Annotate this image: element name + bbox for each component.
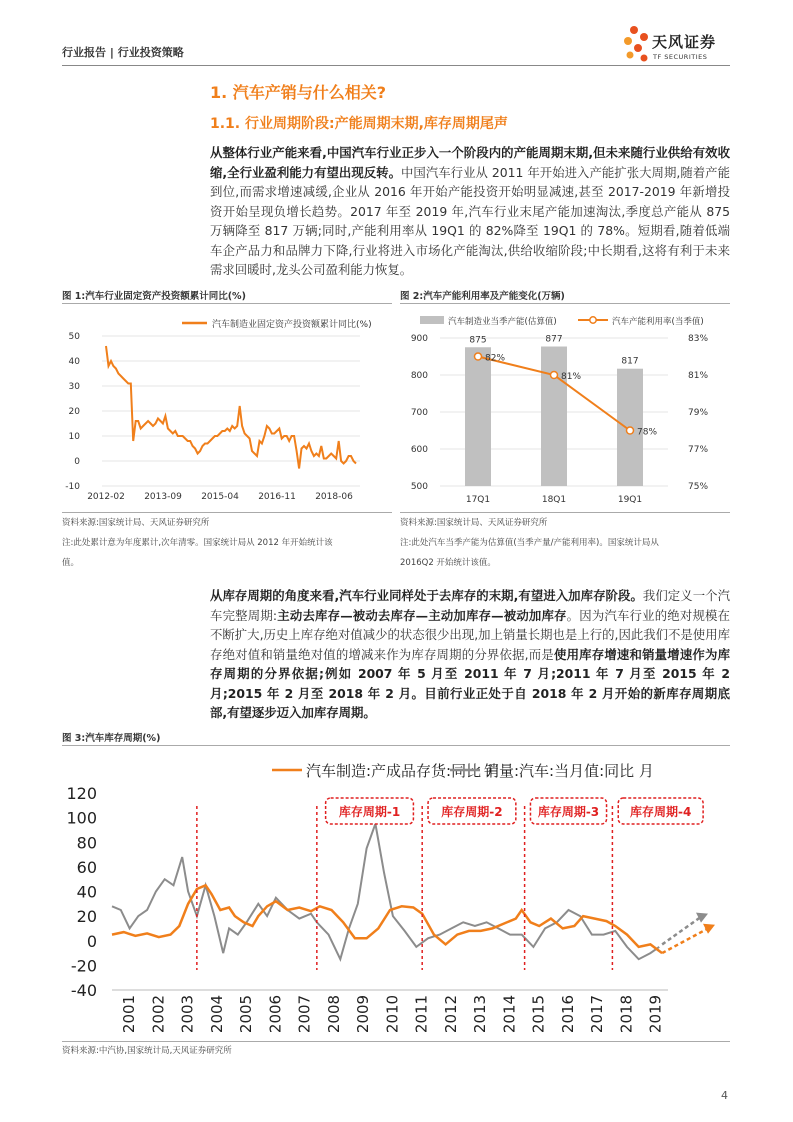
- figure3-title: 图 3:汽车库存周期(%): [62, 733, 161, 744]
- figure3-bottom-rule: [62, 1041, 730, 1042]
- figure3-y-tick: 20: [76, 907, 97, 927]
- figure3-x-tick: 2004: [207, 994, 226, 1034]
- figure3-y-tick: 80: [76, 833, 97, 853]
- paragraph-inventory-text1: 我们定义一个汽车完整周期:: [210, 588, 731, 623]
- figure2-rule: [400, 303, 730, 304]
- paragraph-inventory: [210, 586, 730, 723]
- figure2-x-tick: 19Q1: [617, 495, 643, 505]
- figure2-y-right-tick: 75%: [688, 482, 709, 492]
- figure3-x-tick: 2014: [500, 994, 519, 1034]
- figure3-x-tick: 2003: [178, 994, 197, 1034]
- figure3-rule: [62, 745, 730, 746]
- figure3-x-tick: 2002: [149, 994, 168, 1034]
- header-separator: |: [109, 46, 114, 59]
- figure1-rule: [62, 303, 392, 304]
- figure3-x-tick: 2019: [646, 994, 665, 1034]
- figure1-bottom-rule: [62, 512, 392, 513]
- brand-sub: TF SECURITIES: [653, 53, 708, 61]
- subsection-title: 1.1. 行业周期阶段:产能周期末期,库存周期尾声: [210, 116, 508, 132]
- figure3-x-tick: 2009: [354, 994, 373, 1034]
- figure3-y-tick: -40: [70, 981, 97, 1000]
- figure1-y-tick: 20: [68, 407, 80, 417]
- figure1-note: 注:此处累计意为年度累计,次年清零。国家统计局从 2012 年开始统计该: [62, 538, 333, 548]
- figure2-bar: [465, 347, 491, 486]
- figure1-x-tick: 2015-04: [201, 492, 239, 502]
- figure1-legend-label: 汽车制造业固定资产投资额累计同比(%): [212, 320, 372, 330]
- figure3-x-tick: 2007: [295, 994, 314, 1034]
- figure1-x-tick: 2013-09: [144, 492, 182, 502]
- figure2-y-right-tick: 79%: [688, 408, 709, 418]
- figure2-y-right-tick: 81%: [688, 371, 709, 381]
- paragraph-capacity: [210, 143, 730, 280]
- figure3-source: 资料来源:中汽协,国家统计局,天风证券研究所: [62, 1046, 232, 1056]
- paragraph-inventory-conclusion: 使用库存增速和销量增速作为库存周期的分界依据;例如 2007 年 5 月至 2011 年 7 月;2011 年 7 月至 2015 年 2 月;2015 年 2 月至 2018 年 2 月。目前行业正处于自 2018 年 2 月开始的新库存周期底部,有望逐步迈入加库存周期。: [210, 646, 730, 720]
- figure2-bottom-rule: [400, 512, 730, 513]
- figure2-y-left-tick: 700: [410, 408, 428, 418]
- figure3-sales-trend-arrow: [662, 916, 702, 944]
- figure2-legend-marker: [590, 317, 596, 323]
- figure3-legend-orange-label: 汽车制造:产成品存货:同比 月: [306, 762, 501, 780]
- figure3-cycle-label: 库存周期-4: [630, 805, 692, 819]
- figure3-x-tick: 2016: [558, 994, 577, 1034]
- figure1-y-tick: 50: [68, 332, 80, 342]
- figure3-y-tick: 120: [66, 784, 97, 803]
- figure2-point: [551, 372, 558, 379]
- figure3-legend-gray-label: 销量:汽车:当月值:同比 月: [484, 762, 654, 780]
- figure2-y-left-tick: 500: [410, 482, 428, 492]
- figure3-x-tick: 2018: [617, 994, 636, 1034]
- figure2-bar-label: 817: [621, 356, 639, 367]
- figure3-x-tick: 2013: [471, 994, 490, 1034]
- figure3-x-tick: 2005: [237, 994, 256, 1034]
- figure3-x-tick: 2012: [441, 994, 460, 1034]
- paragraph-inventory-cycle: 主动去库存—被动去库存—主动加库存—被动加库存: [277, 607, 567, 623]
- report-subtitle: 行业投资策略: [117, 46, 184, 59]
- figure1-y-tick: 10: [68, 432, 80, 442]
- figure2-y-right-tick: 83%: [688, 334, 709, 344]
- figure1-x-tick: 2018-06: [315, 492, 353, 502]
- figure3-x-tick: 2015: [529, 994, 548, 1034]
- figure2-chart: [400, 306, 730, 512]
- figure2-point-label: 78%: [637, 427, 658, 438]
- figure3-chart: [62, 748, 730, 1038]
- figure1-y-tick: 0: [74, 457, 80, 467]
- figure3-x-tick: 2006: [266, 994, 285, 1034]
- figure1-chart: [62, 306, 392, 512]
- figure3-x-tick: 2001: [120, 994, 138, 1034]
- figure2-point-label: 81%: [561, 372, 582, 382]
- section-title: 1. 汽车产销与什么相关?: [210, 83, 387, 102]
- tf-logo-icon: [620, 24, 654, 64]
- figure2-bar-label: 875: [469, 335, 487, 346]
- page-number: 4: [721, 1089, 728, 1102]
- figure3-cycle-label: 库存周期-3: [537, 805, 600, 819]
- figure3-x-tick: 2010: [383, 994, 402, 1034]
- figure2-source: 资料来源:国家统计局、天风证券研究所: [400, 518, 548, 528]
- figure1-series-line: [106, 346, 356, 469]
- figure2-x-tick: 18Q1: [541, 495, 567, 505]
- figure3-y-tick: 100: [66, 808, 97, 828]
- figure3-x-tick: 2011: [412, 994, 431, 1034]
- figure1-title: 图 1:汽车行业固定资产投资额累计同比(%): [62, 291, 246, 302]
- figure2-y-left-tick: 600: [410, 445, 428, 455]
- figure1-x-tick: 2016-11: [258, 492, 296, 502]
- figure2-legend-line-label: 汽车产能利用率(当季值): [612, 317, 704, 327]
- figure1-y-tick: -10: [65, 482, 80, 492]
- figure3-y-tick: -20: [70, 956, 97, 976]
- paragraph-capacity-lead: 从整体行业产能来看,中国汽车行业正步入一个阶段内的产能周期末期,但未来随行业供给有效收缩,全行业盈利能力有望出现反转。: [210, 145, 730, 180]
- paragraph-inventory-text2: 。因为汽车行业的绝对规模在不断扩大,历史上库存绝对值减少的状态很少出现,加上销量长期也是上行的,因此我们不是使用库存绝对值和销量绝对值的增减来作为库存周期的分界依据,而是: [210, 607, 731, 662]
- paragraph-inventory-lead: 从库存周期的角度来看,汽车行业同样处于去库存的末期,有望进入加库存阶段。: [210, 588, 643, 603]
- figure2-y-right-tick: 77%: [688, 445, 709, 455]
- figure2-legend-bar-label: 汽车制造业当季产能(估算值): [448, 317, 557, 327]
- figure2-note-cont: 2016Q2 开始统计该值。: [400, 558, 496, 568]
- figure3-y-tick: 60: [76, 857, 97, 877]
- figure2-point: [475, 353, 482, 360]
- figure2-title: 图 2:汽车产能利用率及产能变化(万辆): [400, 291, 565, 302]
- figure3-inventory-line: [112, 885, 662, 953]
- figure3-x-tick: 2017: [588, 994, 607, 1034]
- report-header: [62, 44, 184, 60]
- figure3-y-tick: 0: [86, 931, 97, 951]
- figure2-y-left-tick: 900: [410, 334, 428, 344]
- figure2-bar: [541, 347, 567, 486]
- figure1-source: 资料来源:国家统计局、天风证券研究所: [62, 518, 210, 528]
- figure1-y-tick: 30: [68, 382, 80, 392]
- figure2-y-left-tick: 800: [410, 371, 428, 381]
- figure2-point: [627, 427, 634, 434]
- header-divider: [62, 65, 730, 66]
- figure2-point-label: 82%: [485, 353, 506, 364]
- figure1-x-tick: 2012-02: [87, 492, 125, 502]
- brand-name: 天风证券: [652, 33, 717, 51]
- figure1-y-tick: 40: [68, 357, 80, 367]
- figure3-y-tick: 40: [76, 882, 97, 902]
- figure2-x-tick: 17Q1: [465, 495, 491, 505]
- figure3-cycle-label: 库存周期-1: [338, 805, 401, 819]
- figure1-note-cont: 值。: [62, 558, 80, 568]
- report-type: 行业报告: [62, 46, 106, 59]
- figure2-legend-bar-swatch: [420, 316, 444, 324]
- figure2-bar-label: 877: [545, 334, 563, 345]
- figure3-cycle-label: 库存周期-2: [441, 805, 503, 819]
- figure2-note: 注:此处汽车当季产能为估算值(当季产量/产能利用率)。国家统计局从: [400, 538, 659, 548]
- paragraph-capacity-body: 中国汽车行业从 2011 年开始进入产能扩张大周期,随着产能到位,而需求增速减缓,企业从 2016 年开始产能投资开始明显减速,甚至 2017-2019 年新增投资开始呈现负增长趋势。2017 年至 2019 年,汽车行业末尾产能加速淘汰,季度总产能从 875 万辆降至 817 万辆;同时,产能利用率从 19Q1 的 82%降至 19Q1 的 78%。短期看,随着低端车企产品力和品牌力下降,行业将进入市场化产能淘汰,供给收缩阶段;中长期看,这将有利于未来需求回暖时,龙头公司盈利能力恢复。: [210, 164, 730, 277]
- figure3-x-tick: 2008: [324, 994, 343, 1034]
